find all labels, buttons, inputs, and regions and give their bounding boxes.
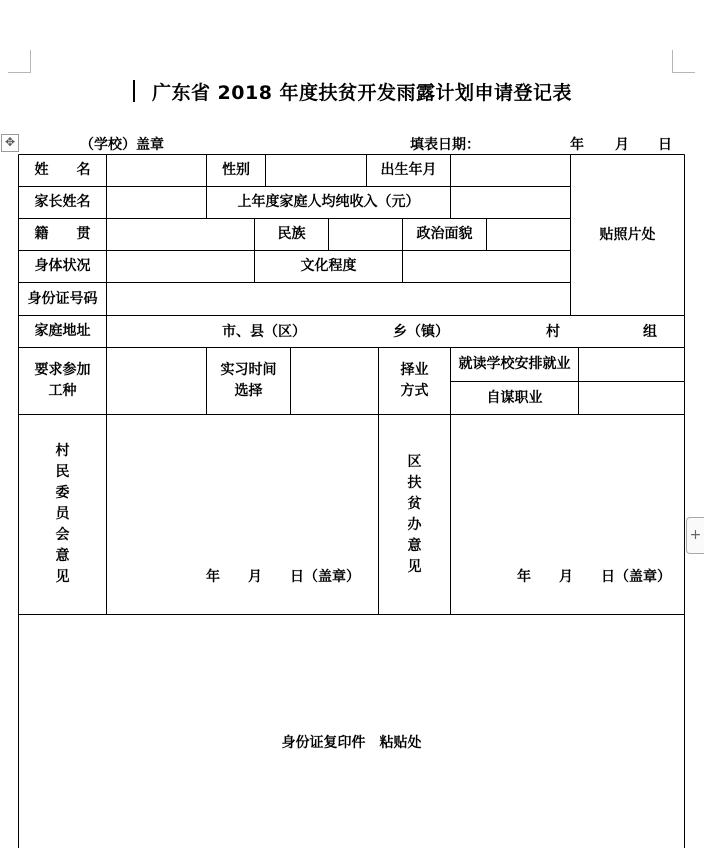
name-label: 姓 名 [34,162,91,178]
ethnicity-field[interactable] [329,219,402,250]
district-date-seal: 年 月 日（盖章） [517,569,671,585]
date-day: 日 [658,137,672,153]
education-field[interactable] [403,251,570,282]
gender-field[interactable] [266,155,366,186]
photo-placeholder[interactable]: 贴照片处 [599,227,656,243]
date-year: 年 [570,137,584,153]
education-label: 文化程度 [300,258,357,274]
income-label: 上年度家庭人均纯收入（元） [237,194,420,210]
trade-label: 要求参加工种 [34,362,91,399]
health-label: 身体状况 [34,258,91,274]
district-office-label: 区扶贫办意见 [407,454,422,575]
political-field[interactable] [487,219,570,250]
employment-label: 择业方式 [400,362,429,399]
school-arranged-option: 就读学校安排就业 [458,356,571,372]
address-city: 市、县（区） [222,324,306,340]
internship-field[interactable] [291,348,378,414]
id-number-field[interactable] [107,283,570,315]
ethnicity-label: 民族 [277,226,306,242]
id-copy-label: 身份证复印件 粘贴处 [281,735,422,751]
income-field[interactable] [451,187,570,218]
birth-field[interactable] [451,155,570,186]
parent-name-field[interactable] [107,187,206,218]
date-month: 月 [615,137,629,153]
trade-field[interactable] [107,348,206,414]
id-copy-paste-area[interactable] [19,615,684,848]
table-move-handle-icon[interactable]: ✥ [1,134,19,152]
origin-label: 籍 贯 [34,226,91,242]
name-field[interactable] [107,155,206,186]
address-town: 乡（镇） [393,324,449,340]
address-label: 家庭地址 [34,323,91,339]
page-title: 广东省 2018 年度扶贫开发雨露计划申请登记表 [151,82,573,104]
parent-name-label: 家长姓名 [34,194,91,210]
self-employed-checkbox[interactable] [579,382,684,414]
address-group: 组 [643,324,657,340]
birth-label: 出生年月 [380,162,437,178]
add-column-button[interactable]: + [686,517,704,554]
village-date-seal: 年 月 日（盖章） [206,569,360,585]
origin-field[interactable] [107,219,254,250]
id-number-label: 身份证号码 [27,290,98,307]
health-field[interactable] [107,251,254,282]
self-employed-option: 自谋职业 [486,389,543,406]
political-label: 政治面貌 [416,226,473,242]
address-village: 村 [546,324,560,340]
fill-date-label: 填表日期： [410,137,480,153]
internship-label: 实习时间选择 [220,362,277,399]
school-arranged-checkbox[interactable] [579,348,684,381]
school-seal-label: （学校）盖章 [80,137,164,153]
village-committee-label: 村民委员会意见 [55,443,70,585]
gender-label: 性别 [222,162,250,178]
